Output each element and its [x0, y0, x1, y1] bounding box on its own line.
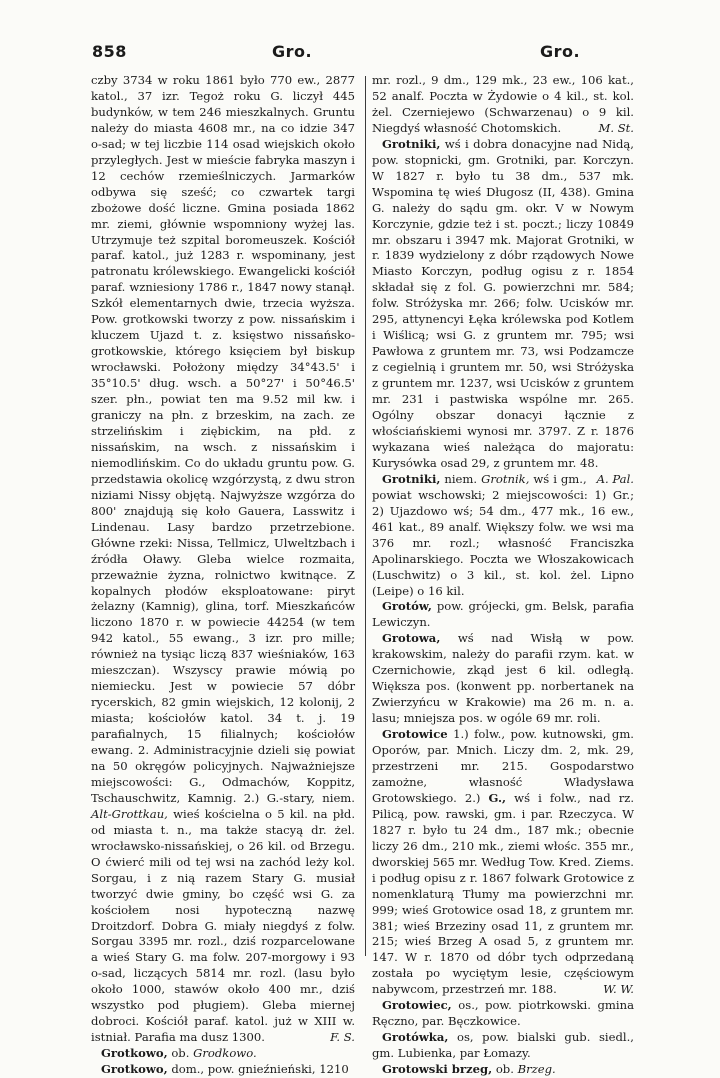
column-divider: [365, 76, 366, 956]
entry-grotowiec: Grotowiec, os., pow. piotrkowski. gmina Ręczno, par. Bęczkowice.: [372, 998, 635, 1029]
author-signature: F. S.: [330, 1030, 355, 1045]
page-header: [92, 42, 626, 66]
entry-headword: Grotowski brzeg,: [382, 1062, 493, 1077]
page-number: 858: [92, 42, 127, 61]
entry-continued: mr. rozl., 9 dm., 129 mk., 23 ew., 106 kat., 52 analf. Poczta w Żydowie o 4 kil., st. kol. żel. Czerniejewo (Schwarzenau) o 9 kil. Niegdyś własność Chotomskich. M. St.: [372, 73, 634, 135]
entry-grotowski-brzeg: Grotowski brzeg, ob. Brzeg.: [382, 1062, 556, 1077]
running-head-left: Gro.: [272, 42, 313, 61]
entry-grotow: Grotów, pow. grójecki, gm. Belsk, parafia Lewiczyn.: [372, 599, 634, 630]
entry-headword: Grotówka,: [382, 1030, 449, 1045]
entry-headword: Grotkowo,: [101, 1046, 168, 1061]
author-signature: M. St.: [598, 120, 634, 135]
entry-grotniki-2: Grotniki, niem. Grotnik, wś i gm., powiat wschowski; 2 miejscowości: 1) Gr.; 2) Ujazdowo wś; 54 dm., 477 mk., 16 ew., 461 kat., 89 analf. Większy folw. we wsi ma 376 mr. rozl.; własność Franciszka Apolinarskiego. Poczta we Włoszakowicach (Luschwitz) o 3 kil., st. kol. żel. Lipno (Leipe) o 16 kil.: [372, 471, 634, 598]
author-signature: W. W.: [603, 982, 634, 997]
entry-headword: Grotowice: [382, 727, 448, 742]
entry-grotkowo-continued: czby 3734 w roku 1861 było 770 ew., 2877 katol., 37 izr. Tegoż roku G. liczył 445 budynków, w tem 246 mieszkalnych. Gruntu należy do miasta 4608 mr., na co idzie 347 o-sad; w tej liczbie 114 osad wiejskich około przyległych. Jest w mieście fabryka maszyn i 12 cechów rzemieślniczych. Jarmarków odbywa się sześć; co czwartek targi zbożowe dość liczne. Gmina posiada 1862 mr. ziemi, głównie wspomniony wyżej las. Utrzymuje też szpital boromeuszek. Kościół paraf. katol., już 1283 r. wspominany, jest patronatu królewskiego. Ewangelicki kościół paraf. wzniesiony 1786 r., 1847 nowy stanął. Szkół elementarnych dwie, trzecia wyższa. Pow. grotkowski tworzy z pow. nissańskim i kluczem Ujazd t. z. księstwo nissańsko-grotkowskie, którego księciem był biskup wrocławski. Położony między 34°43.5' i 35°10.5' dług. wsch. a 50°27' i 50°46.5' szer. płn., powiat ten ma 9.52 mil kw. i graniczy na płn. z brzeskim, na zach. ze strzelińskim i ziębickim, na płd. z nissańskim, na wsch. z nissańskim i niemodlińskim. Co do układu gruntu pow. G. przedstawia okolicę wzgórzystą, z dwu stron niziami Nissy objętą. Najwyższe wzgórza do 800' znajdują się koło Gauera, Lasswitz i Lindenau. Lasy bardzo przetrzebione. Główne rzeki: Nissa, Tellmicz, Ulweltzbach i źródła Oławy. Gleba wielce rozmaita, przeważnie żyzna, rolnictwo kwitnące. Z kopalnych płodów eksploatowane: piryt żelazny (Kamnig), glina, torf. Mieszkańców liczono 1870 r. w powiecie 44254 (w tem 942 katol., 55 ewang., 3 izr. pro mille; również na tysiąc liczą 837 wieśniaków, 163 mieszczan). Wszyscy prawie mówią po niemiecku. Jest w powiecie 57 dóbr rycerskich, 82 gmin wiejskich, 12 kolonij, 2 miasta; kościołów katol. 34 t. j. 19 parafialnych, 15 filialnych; kościołów ewang. 2. Administracyjnie dzieli się powiat na 50 okręgów policyjnych. Najważniejsze miejscowości: G., Odmachów, Koppitz, Tschauschwitz, Kamnig. 2.) G.-stary, niem. Alt-Grottkau, wieś kościelna o 5 kil. na płd. od miasta t. n., ma także stacyą dr. żel. wrocławsko-nissańskiej, o 26 kil. od Brzegu. O ćwierć mili od tej wsi na zachód leży kol. Sorgau, i z nią razem Stary G. musiał tworzyć dwie gminy, bo część wsi G. za kościołem nosi hypoteczną nazwę Droitzdorf. Dobra G. miały niegdyś z folw. Sorgau 3395 mr. rozl., dziś rozparcelowane a wieś Stary G. ma folw. 207-morgowy i 93 o-sad, liczących 5814 mr. rozl. (lasu było około 1000, stawów około 400 mr., dziś wszystko pod pługiem). Gleba miernej dobroci. Kościół paraf. katol. już w XIII w. istniał. Parafia ma dusz 1300. F. S.: [91, 73, 356, 1045]
entry-grotkowo-ref: Grotkowo, ob. Grodkowo.: [101, 1046, 257, 1061]
left-column: [91, 73, 355, 1078]
author-signature: A. Pal.: [596, 471, 634, 486]
entry-grotkowo-dom: Grotkowo, dom., pow. gnieźnieński, 1210: [101, 1062, 349, 1077]
entry-headword: Grotowa,: [382, 631, 441, 646]
entry-headword: Grotów,: [382, 599, 432, 614]
entry-headword: Grotowiec,: [382, 998, 452, 1013]
entry-grotowa: Grotowa, wś nad Wisłą w pow. krakowskim, należy do parafii rzym. kat. w Czernichowie, zkąd jest 6 kil. odległą. Większa pos. (konwent pp. norbertanek na Zwierzyńcu w Krakowie) ma 26 m. n. a. lasu; mniejsza pos. w ogóle 69 mr. roli.: [372, 631, 635, 726]
entry-grotniki-1: Grotniki, wś i dobra donacyjne nad Nidą, pow. stopnicki, gm. Grotniki, par. Korczyn. W 1827 r. było tu 38 dm., 537 mk. Wspomina tę wieś Długosz (II, 438). Gmina G. należy do sądu gm. okr. V w Nowym Korczynie, gdzie też i st. poczt.; liczy 10849 mr. obszaru i 3947 mk. Majorat Grotniki, w r. 1839 wydzielony z dóbr rządowych Nowe Miasto Korczyn, podług ogisu z r. 1854 składał się z fol. G. powierzchni mr. 584; folw. Stróżyska mr. 266; folw. Ucisków mr. 295, attynencyi Łęka królewska pod Kotlem i Wiślicą; wsi G. z gruntem mr. 795; wsi Pawłowa z gruntem mr. 73, wsi Podzamcze z cegielnią i gruntem mr. 50, wsi Stróżyska z gruntem mr. 1237, wsi Ucisków z gruntem mr. 231 i pastwiska wspólne mr. 265. Ogólny obszar donacyi łącznie z włościańskiemi wynosi mr. 3797. Z r. 1876 wykazana wieś należąca do majoratu: Kurysówka osad 29, z gruntem mr. 48. A. Pal.: [372, 136, 634, 486]
entry-headword: Grotniki,: [382, 471, 441, 486]
running-head-right: Gro.: [540, 42, 581, 61]
entry-grotowka: Grotówka, os, pow. bialski gub. siedl., gm. Lubienka, par Łomazy.: [372, 1030, 634, 1061]
right-column: [372, 73, 634, 1078]
entry-headword: Grotkowo,: [101, 1062, 168, 1077]
entry-grotowice: Grotowice 1.) folw., pow. kutnowski, gm. Oporów, par. Mnich. Liczy dm. 2, mk. 29, przestrzeni mr. 215. Gospodarstwo zamożne, własność Władysława Grotowskiego. 2.) G., wś i folw., nad rz. Pilicą, pow. rawski, gm. i par. Rzeczyca. W 1827 r. było tu 24 dm., 187 mk.; obecnie liczy 26 dm., 210 mk., ziemi włośc. 355 mr., dworskiej 565 mr. Według Tow. Kred. Ziems. i podług opisu z r. 1867 folwark Grotowice z nomenklaturą Tłumy ma powierzchni mr. 999; wieś Grotowice osad 18, z gruntem mr. 381; wieś Brzeziny osad 11, z gruntem mr. 215; wieś Brzeg A osad 5, z gruntem mr. 147. W r. 1870 od dóbr tych odprzedaną została po wyciętym lesie, częściowym nabywcom, przestrzeń mr. 188. W. W.: [372, 727, 635, 997]
entry-headword: Grotniki,: [382, 136, 441, 151]
